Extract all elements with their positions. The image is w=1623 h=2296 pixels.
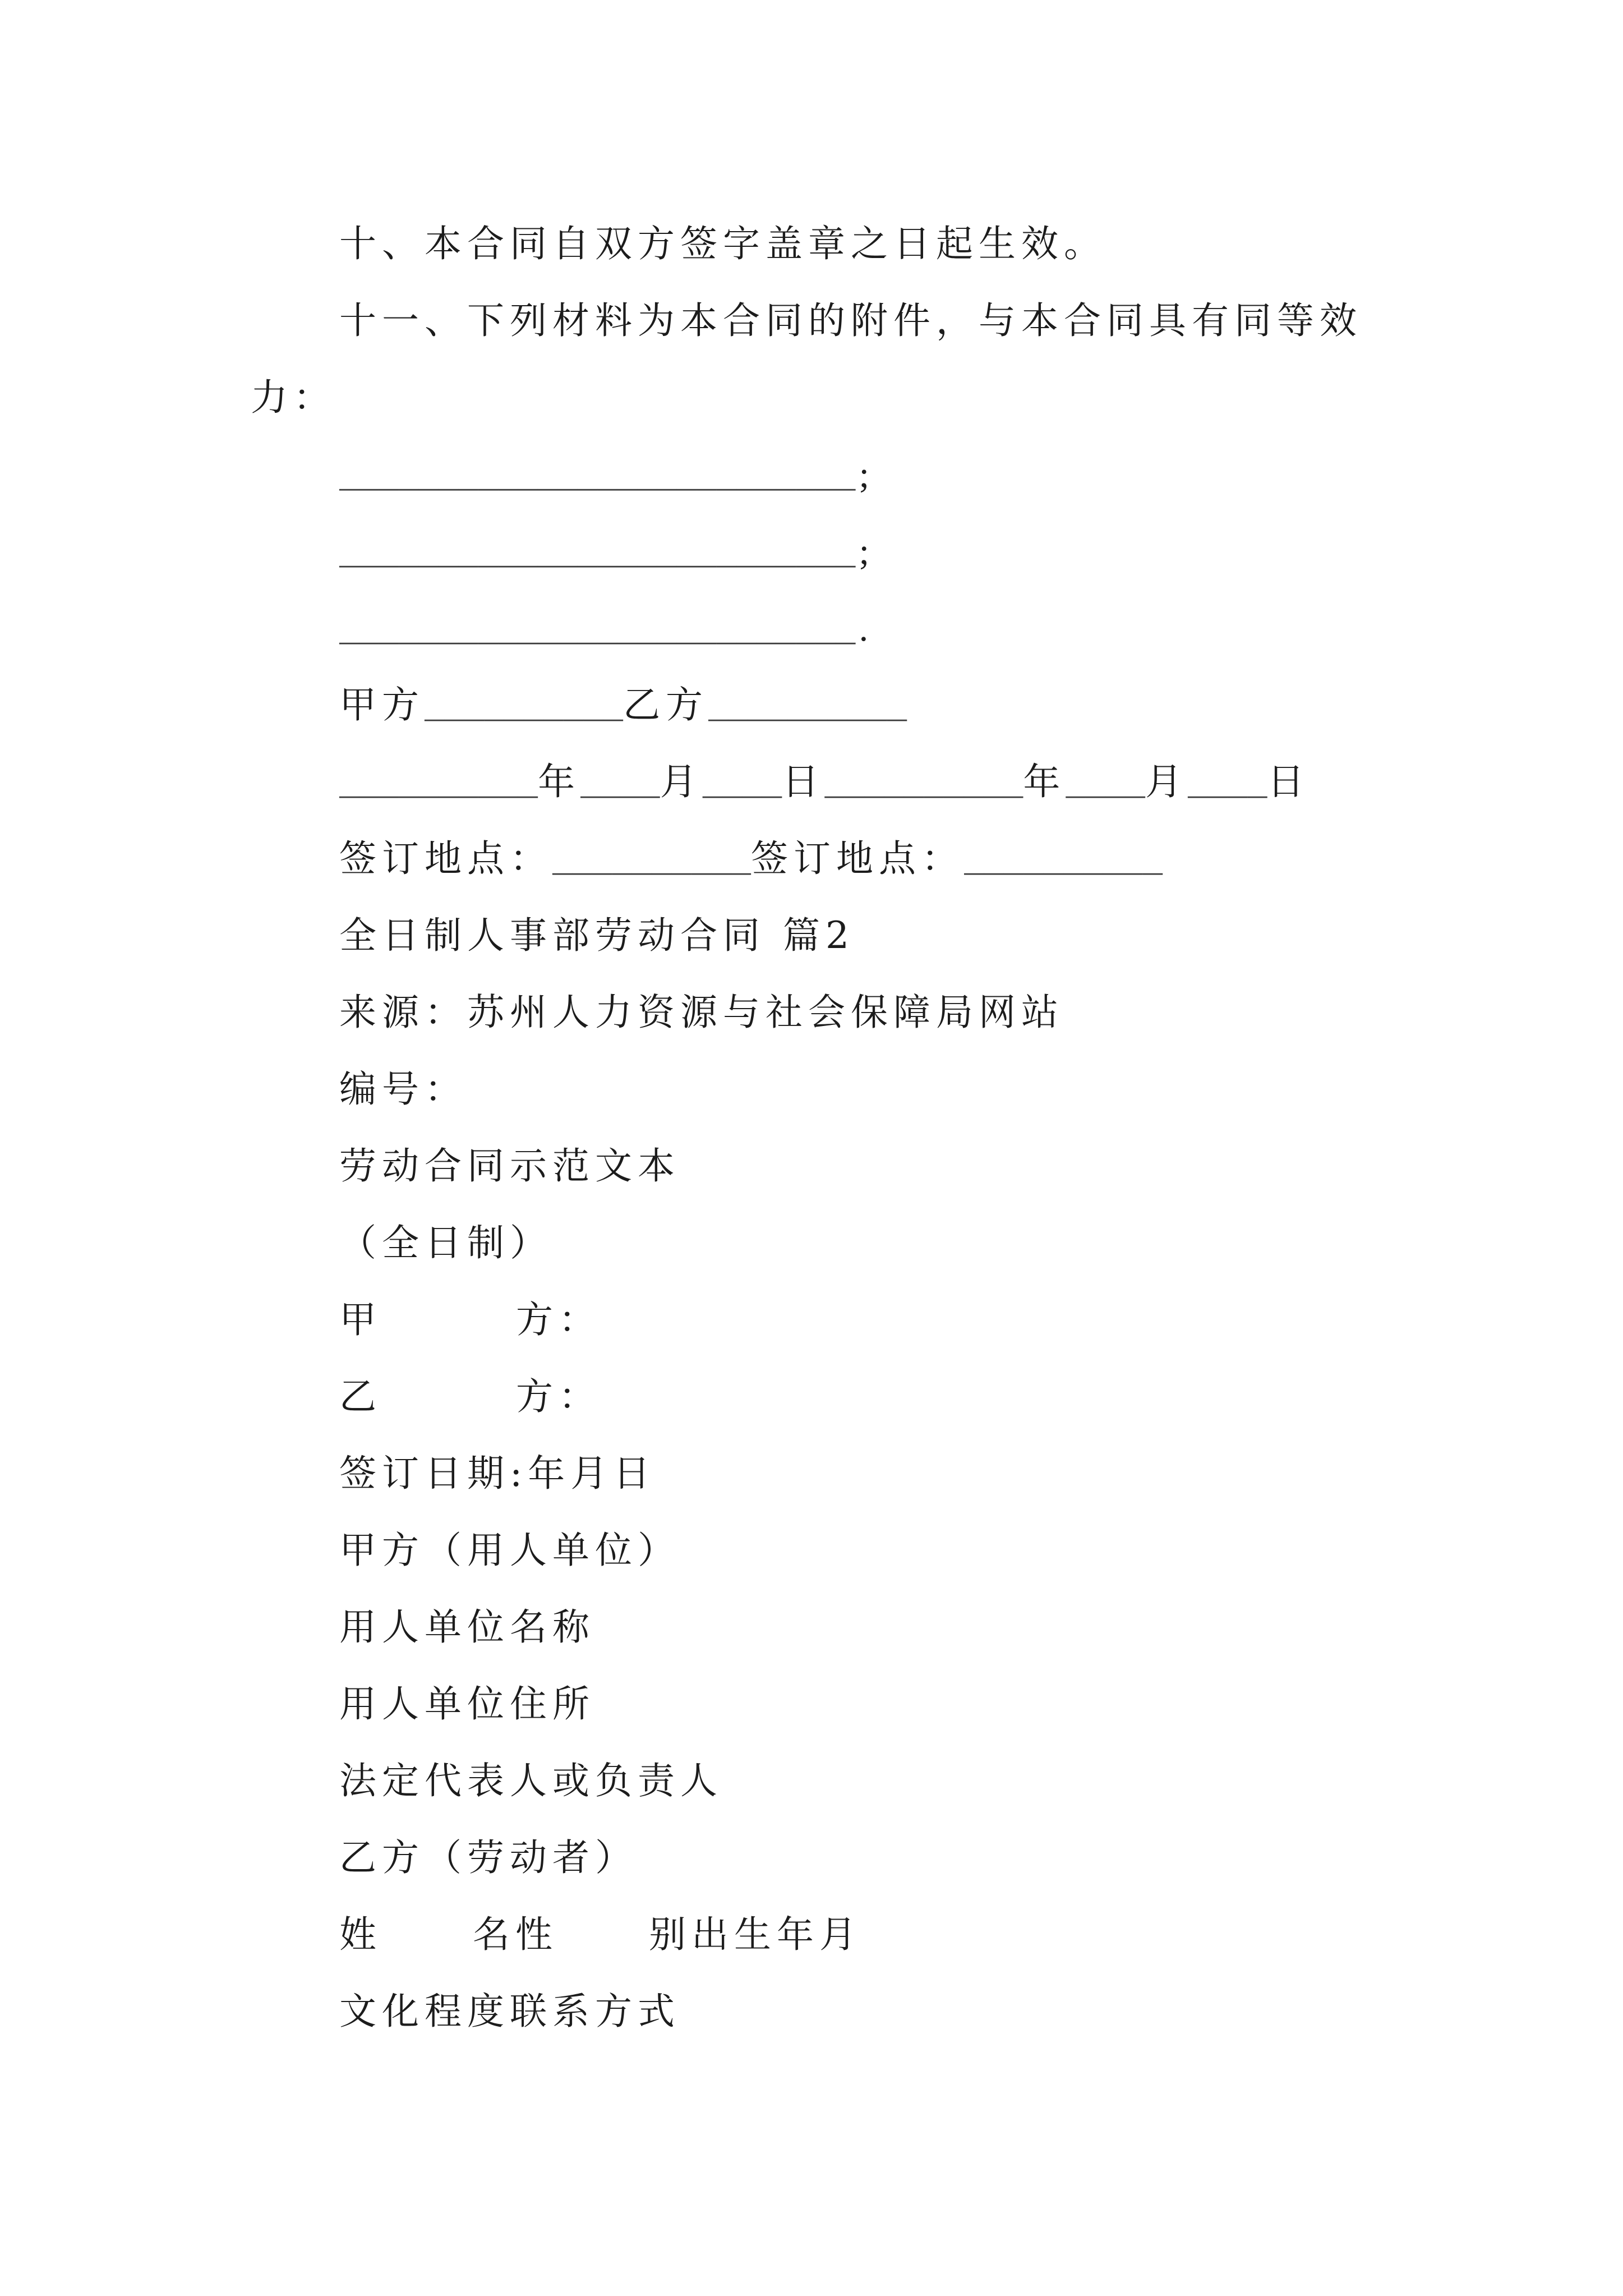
attachment-blank: __________________________: [339, 536, 856, 574]
year-blank: __________: [339, 767, 538, 804]
party-b-blank: __________: [708, 690, 907, 728]
day-label: 日: [782, 760, 825, 803]
employee-field-part: 名性: [473, 1913, 558, 1956]
month-blank: ____: [580, 767, 660, 804]
document-page: [251, 205, 1541, 2050]
section-title: 全日制人事部劳动合同 篇2: [339, 914, 855, 957]
party-a-label: 甲方: [339, 683, 425, 726]
employer-name: 用人单位名称: [339, 1605, 595, 1649]
source-line: 来源：苏州人力资源与社会保障局网站: [339, 991, 1064, 1034]
party-b-char: 乙: [339, 1375, 382, 1418]
place-blank: __________: [552, 844, 751, 881]
attachment-line-3: [251, 590, 1541, 666]
day-blank: ____: [702, 767, 782, 804]
party-b-line: [251, 1358, 1541, 1435]
employee-heading: 乙方（劳动者）: [339, 1836, 638, 1879]
clause-11-line-2: 力：: [251, 376, 336, 419]
employer-address: 用人单位住所: [339, 1682, 595, 1726]
clause-10: 十、本合同自双方签字盖章之日起生效。: [339, 222, 1106, 265]
year-label: 年: [1023, 760, 1066, 803]
attachment-punctuation: ;: [859, 454, 869, 495]
employer-heading: 甲方（用人单位）: [339, 1529, 680, 1572]
attachment-punctuation: ;: [859, 531, 869, 572]
attachment-line-2: [251, 513, 1541, 590]
employee-fields-line: [251, 1896, 1541, 1973]
day-blank: ____: [1188, 767, 1267, 804]
party-b-suffix: 方：: [516, 1375, 601, 1418]
party-a-line: [251, 1281, 1541, 1358]
place-blank: __________: [964, 844, 1163, 881]
employee-field-part: 别出生年月: [649, 1913, 862, 1956]
signing-date: 签订日期:年月日: [339, 1452, 656, 1495]
party-a-char: 甲: [339, 1298, 382, 1341]
number-label: 编号：: [339, 1068, 467, 1111]
month-blank: ____: [1066, 767, 1145, 804]
clause-11-line-1: 十一、下列材料为本合同的附件，与本合同具有同等效: [339, 299, 1362, 342]
employee-field-part: 姓: [339, 1913, 382, 1956]
year-label: 年: [538, 760, 581, 803]
attachment-line-1: [251, 436, 1541, 513]
date-line: [251, 743, 1541, 820]
template-title: 劳动合同示范文本: [339, 1144, 680, 1188]
day-label: 日: [1267, 760, 1310, 803]
place-label: 签订地点：: [751, 837, 965, 880]
attachment-blank: __________________________: [339, 459, 856, 497]
month-label: 月: [660, 760, 703, 803]
party-a-suffix: 方：: [516, 1298, 601, 1341]
signature-line: [251, 666, 1541, 743]
legal-representative: 法定代表人或负责人: [339, 1759, 723, 1802]
party-a-blank: __________: [425, 690, 624, 728]
attachment-punctuation: .: [859, 608, 869, 649]
month-label: 月: [1145, 760, 1188, 803]
place-label: 签订地点：: [339, 837, 552, 880]
template-subtitle: （全日制）: [339, 1221, 552, 1264]
year-blank: __________: [824, 767, 1023, 804]
signing-place-line: [251, 820, 1541, 897]
education-contact: 文化程度联系方式: [339, 1990, 680, 2033]
attachment-blank: __________________________: [339, 613, 856, 651]
party-b-label: 乙方: [623, 683, 709, 726]
